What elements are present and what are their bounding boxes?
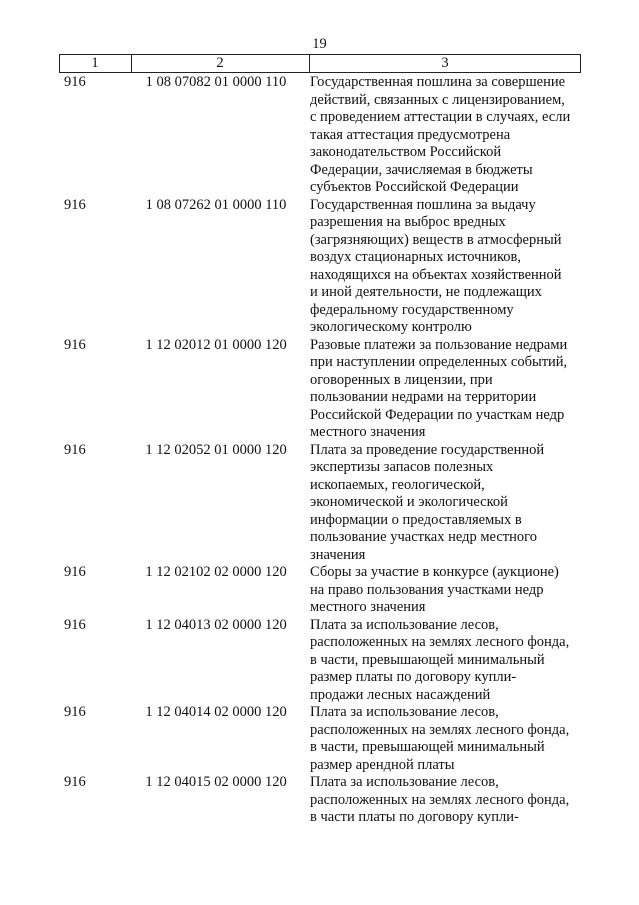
column-header-2: 2 xyxy=(216,55,224,71)
revenue-name-line: пользование участках недр местного xyxy=(310,529,537,545)
revenue-name-line: Государственная пошлина за выдачу xyxy=(310,196,536,213)
table-body xyxy=(59,74,581,827)
revenue-name-line: законодательством Российской xyxy=(310,144,502,160)
revenue-name-line: и иной деятельности, не подлежащих xyxy=(310,284,542,300)
revenue-name-cell xyxy=(310,74,585,197)
admin-code-cell: 916 xyxy=(64,616,86,633)
revenue-name-line: Плата за использование лесов, xyxy=(310,774,499,790)
table-row xyxy=(59,704,581,774)
revenue-name-line: расположенных на землях лесного фонда, xyxy=(310,721,570,738)
revenue-name-line: Государственная пошлина за совершение xyxy=(310,74,566,90)
revenue-name-line: местного значения xyxy=(310,424,426,440)
revenue-name-line: такая аттестация предусмотрена xyxy=(310,126,511,143)
column-header-1: 1 xyxy=(91,55,99,71)
revenue-name-line: местного значения xyxy=(310,599,426,615)
revenue-code-cell: 1 12 04013 02 0000 120 xyxy=(145,616,287,633)
column-header-3: 3 xyxy=(441,55,449,71)
table-row xyxy=(59,197,581,337)
revenue-code-cell: 1 12 02012 01 0000 120 xyxy=(145,336,287,353)
revenue-name-line: расположенных на землях лесного фонда, xyxy=(310,634,570,650)
revenue-name-line: Федерации, зачисляемая в бюджеты xyxy=(310,161,533,178)
table-header xyxy=(59,54,581,73)
revenue-name-line: ископаемых, геологической, xyxy=(310,476,485,493)
table-row xyxy=(59,337,581,442)
revenue-name-line: в части, превышающей минимальный xyxy=(310,739,545,755)
admin-code-cell: 916 xyxy=(64,564,86,580)
revenue-name-line: экологическому контролю xyxy=(310,319,472,335)
revenue-name-line: при наступлении определенных событий, xyxy=(310,354,568,370)
revenue-name-cell xyxy=(310,442,585,565)
revenue-name-line: размер платы по договору купли- xyxy=(310,669,517,685)
revenue-name-cell xyxy=(310,564,585,617)
admin-code-cell: 916 xyxy=(64,774,86,790)
revenue-name-line: на право пользования участками недр xyxy=(310,581,544,598)
revenue-name-line: разрешения на выброс вредных xyxy=(310,214,506,230)
table-row xyxy=(59,774,581,827)
revenue-name-line: с проведением аттестации в случаях, если xyxy=(310,109,571,125)
revenue-name-line: в части платы по договору купли- xyxy=(310,809,519,825)
revenue-name-cell xyxy=(310,197,585,337)
revenue-code-cell: 1 12 04014 02 0000 120 xyxy=(145,704,287,720)
revenue-code-cell: 1 12 04015 02 0000 120 xyxy=(145,774,287,790)
admin-code-cell: 916 xyxy=(64,74,86,90)
revenue-name-line: пользовании недрами на территории xyxy=(310,389,537,405)
table-row xyxy=(59,74,581,197)
revenue-name-line: расположенных на землях лесного фонда, xyxy=(310,791,570,808)
revenue-name-line: (загрязняющих) веществ в атмосферный xyxy=(310,231,562,248)
revenue-name-line: размер арендной платы xyxy=(310,756,455,773)
revenue-name-line: субъектов Российской Федерации xyxy=(310,179,519,195)
admin-code-cell: 916 xyxy=(64,196,86,213)
revenue-name-line: экспертизы запасов полезных xyxy=(310,459,494,475)
table-row xyxy=(59,442,581,565)
revenue-name-line: Разовые платежи за пользование недрами xyxy=(310,336,568,353)
revenue-name-line: Плата за использование лесов, xyxy=(310,704,499,720)
revenue-name-cell xyxy=(310,704,585,774)
revenue-name-cell xyxy=(310,774,585,827)
revenue-code-cell: 1 12 02052 01 0000 120 xyxy=(145,441,287,458)
revenue-name-line: в части, превышающей минимальный xyxy=(310,651,545,668)
page-number: 19 xyxy=(312,36,327,52)
revenue-name-line: значения xyxy=(310,546,366,563)
revenue-name-line: федеральному государственному xyxy=(310,301,514,318)
revenue-name-line: экономической и экологической xyxy=(310,494,508,510)
revenue-name-line: Плата за проведение государственной xyxy=(310,441,545,458)
revenue-code-cell: 1 08 07082 01 0000 110 xyxy=(145,74,287,90)
revenue-name-cell xyxy=(310,337,585,442)
admin-code-cell: 916 xyxy=(64,441,86,458)
admin-code-cell: 916 xyxy=(64,336,86,353)
table-border-right xyxy=(580,55,581,72)
admin-code-cell: 916 xyxy=(64,704,86,720)
revenue-name-line: продажи лесных насаждений xyxy=(310,686,491,703)
table-row xyxy=(59,617,581,705)
revenue-name-line: Российской Федерации по участкам недр xyxy=(310,406,565,423)
revenue-name-line: Сборы за участие в конкурсе (аукционе) xyxy=(310,564,559,580)
revenue-name-line: оговоренных в лицензии, при xyxy=(310,371,493,388)
revenue-name-line: действий, связанных с лицензированием, xyxy=(310,91,565,108)
revenue-name-line: информации о предоставляемых в xyxy=(310,511,522,528)
table-row xyxy=(59,564,581,617)
revenue-code-cell: 1 08 07262 01 0000 110 xyxy=(145,196,287,213)
revenue-name-cell xyxy=(310,617,585,705)
revenue-name-line: Плата за использование лесов, xyxy=(310,616,499,633)
revenue-code-cell: 1 12 02102 02 0000 120 xyxy=(145,564,287,580)
revenue-name-line: воздух стационарных источников, xyxy=(310,249,522,265)
revenue-name-line: находящихся на объектах хозяйственной xyxy=(310,266,562,283)
